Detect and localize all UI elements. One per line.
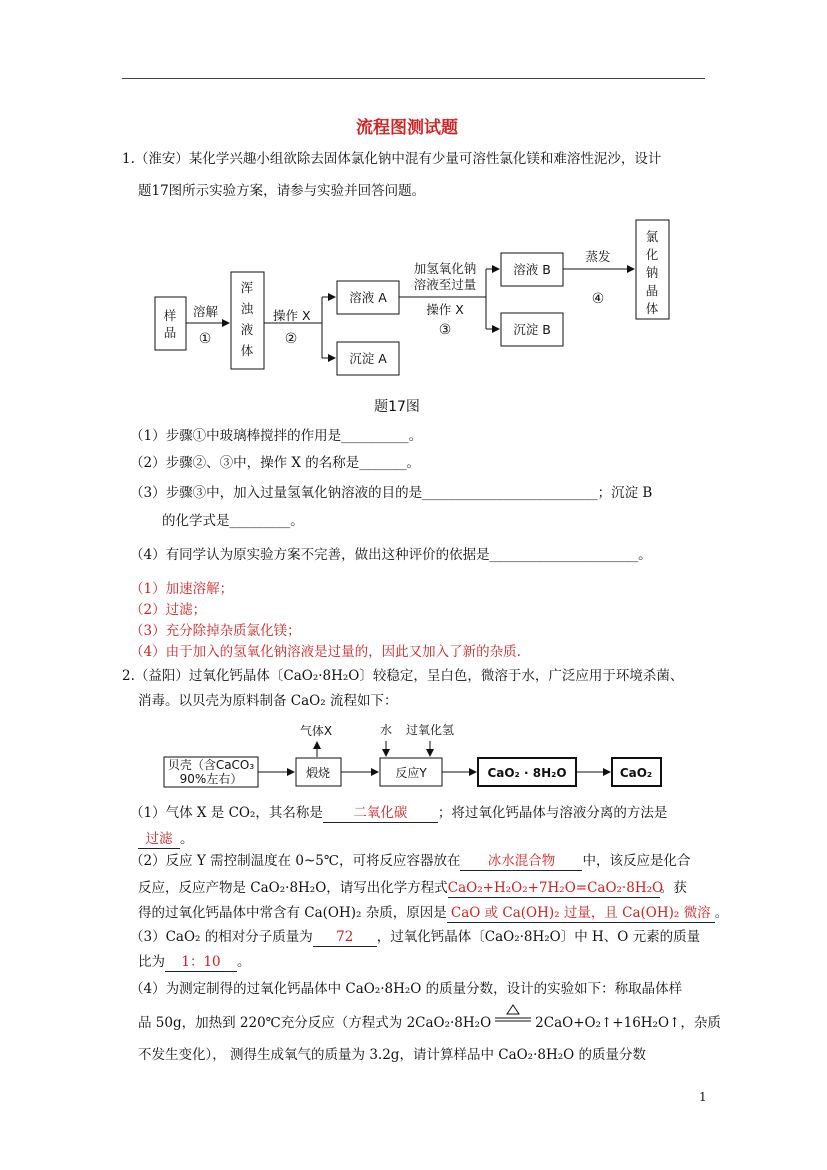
q2-part4-line3: 不发生变化）， 测得生成氧气的质量为 3.2g，请计算样品中 CaO₂·8H₂O 的质量分数: [138, 1047, 647, 1063]
nacl-char-3: 钠: [645, 265, 659, 280]
answer-impurity-reason: CaO 或 Ca(OH)₂ 过量，且 Ca(OH)₂ 微溶: [447, 904, 715, 923]
q2-p2c-suffix: 。: [714, 905, 729, 921]
q2-part2-line1: [130, 852, 690, 871]
q2-p2-suffix: 中，该反应是化合: [582, 853, 691, 869]
q2-p2c-prefix: 得的过氧化钙晶体中常含有 Ca(OH)₂ 杂质，原因是: [138, 905, 447, 921]
q2-part3-line2: [138, 953, 251, 972]
q2-p1-prefix: （1）气体 X 是 CO₂，其名称是: [130, 805, 323, 821]
q1-answer3: （3）充分除掉杂质氯化镁；: [130, 623, 301, 639]
q1-sub3b: 的化学式是_________。: [162, 513, 304, 529]
q2-p3b-prefix: 比为: [138, 954, 165, 970]
q2-p3-suffix: ，过氧化钙晶体〔CaO₂·8H₂O〕中 H、O 元素的质量: [376, 929, 701, 945]
figure-caption: 题17图: [374, 399, 420, 415]
step4-label: ④: [591, 291, 605, 307]
q1-line2: 题17图所示实验方案，请参与实验并回答问题。: [138, 183, 426, 199]
q2-part4-line1: （4）为测定制得的过氧化钙晶体中 CaO₂·8H₂O 的质量分数，设计的实验如下：称取晶体样: [130, 981, 683, 997]
q1-sub3a: （3）步骤③中，加入过量氢氧化钠溶液的目的是__________________________；沉淀 B: [130, 485, 653, 501]
q2-p2b-suffix: 。获: [659, 880, 687, 896]
q1-sub1: （1）步骤①中玻璃棒搅拌的作用是__________。: [130, 428, 423, 444]
heating-sign: [491, 1015, 535, 1033]
q2-p3b-suffix: 。: [237, 954, 251, 970]
q2-line1: 2.（益阳）过氧化钙晶体〔CaO₂·8H₂O〕较稳定，呈白色，微溶于水，广泛应用于环境杀菌、: [122, 668, 684, 684]
q2-p3-prefix: （3）CaO₂ 的相对分子质量为: [130, 929, 313, 945]
answer-mass-ratio: 1：10: [165, 953, 237, 972]
q2-flow-diagram: [0, 700, 827, 800]
q1-flow-diagram: [0, 0, 827, 420]
sample-char-2: 品: [163, 325, 177, 340]
shell-line2: 90%左右）: [179, 772, 243, 786]
turbid-char-4: 体: [240, 343, 254, 358]
q2-p2b-prefix: 反应，反应产物是 CaO₂·8H₂O，请写出化学方程式: [138, 880, 448, 896]
sample-char-1: 样: [163, 308, 177, 323]
q1-answer2: （2）过滤；: [130, 602, 207, 618]
heat-triangle-icon: [491, 1003, 535, 1029]
q1-answer4: （4）由于加入的氢氧化钠溶液是过量的，因此又加入了新的杂质.: [130, 644, 521, 660]
q1-line1: 1.（淮安）某化学兴趣小组欲除去固体氯化钠中混有少量可溶性氯化镁和难溶性泥沙，设计: [122, 151, 662, 167]
dissolve-label: 溶解: [193, 304, 219, 319]
answer-separation-method: 过滤: [138, 830, 180, 849]
q2-part1-line2: [138, 830, 194, 849]
nacl-char-2: 化: [645, 247, 659, 262]
q2-part2-line3: [138, 904, 728, 923]
add-naoh-line1: 加氢氧化钠: [413, 261, 477, 276]
q2-part3-line1: [130, 928, 700, 947]
q1-sub2: （2）步骤②、③中，操作 X 的名称是_______。: [130, 455, 421, 471]
product1-box: CaO₂ · 8H₂O: [487, 766, 567, 780]
precipitate-a-box: 沉淀 A: [349, 351, 387, 366]
water-label: 水: [379, 723, 393, 737]
q2-line2: 消毒。以贝壳为原料制备 CaO₂ 流程如下：: [138, 693, 398, 709]
solution-b-box: 溶液 B: [513, 262, 551, 277]
q1-answer1: （1）加速溶解；: [130, 581, 234, 597]
step2-label: ②: [284, 331, 298, 347]
product2-box: CaO₂: [619, 766, 653, 780]
q2-part4-line2: [138, 1014, 721, 1033]
q2-part2-line2: [138, 879, 687, 898]
page-number: 1: [699, 1090, 707, 1104]
precipitate-b-box: 沉淀 B: [513, 322, 551, 337]
gas-x-label: 气体X: [299, 724, 333, 738]
q2-p4b-prefix: 品 50g，加热到 220℃充分反应（方程式为 2CaO₂·8H₂O: [138, 1015, 492, 1031]
q2-p1-suffix: ；将过氧化钙晶体与溶液分离的方法是: [437, 805, 668, 821]
q1-sub4: （4）有同学认为原实验方案不完善，做出这种评价的依据是______________________。: [130, 547, 652, 563]
q2-p2-prefix: （2）反应 Y 需控制温度在 0~5℃，可将反应容器放在: [130, 853, 461, 869]
calcine-box: 煅烧: [305, 766, 331, 780]
reaction-y-box: 反应Y: [395, 766, 427, 780]
answer-gas-name: 二氧化碳: [323, 804, 438, 823]
evaporate-label: 蒸发: [585, 249, 611, 264]
q2-p1-end: 。: [180, 831, 194, 847]
page-title: 流程图测试题: [356, 118, 458, 138]
nacl-char-4: 晶: [645, 283, 659, 298]
turbid-char-2: 浊: [240, 301, 254, 316]
add-naoh-line2: 溶液至过量: [413, 277, 477, 292]
turbid-char-3: 液: [240, 322, 254, 337]
answer-molar-mass: 72: [313, 928, 377, 947]
op-x2-label: 操作 X: [426, 302, 464, 317]
step1-label: ①: [198, 331, 212, 347]
q2-p4b-suffix: 2CaO+O₂↑+16H₂O↑，杂质: [535, 1015, 721, 1031]
op-x-label: 操作 X: [273, 308, 311, 323]
h2o2-label: 过氧化氢: [405, 723, 455, 737]
nacl-char-1: 氯: [645, 229, 659, 244]
q2-part1-line1: [130, 804, 667, 823]
nacl-char-5: 体: [645, 301, 659, 316]
turbid-char-1: 浑: [240, 280, 254, 295]
answer-container: 冰水混合物: [460, 852, 582, 871]
solution-a-box: 溶液 A: [349, 290, 387, 305]
step3-label: ③: [438, 322, 452, 338]
shell-line1: 贝壳（含CaCO₃: [167, 758, 255, 772]
answer-equation: CaO₂+H₂O₂+7H₂O=CaO₂·8H₂O: [447, 880, 664, 896]
